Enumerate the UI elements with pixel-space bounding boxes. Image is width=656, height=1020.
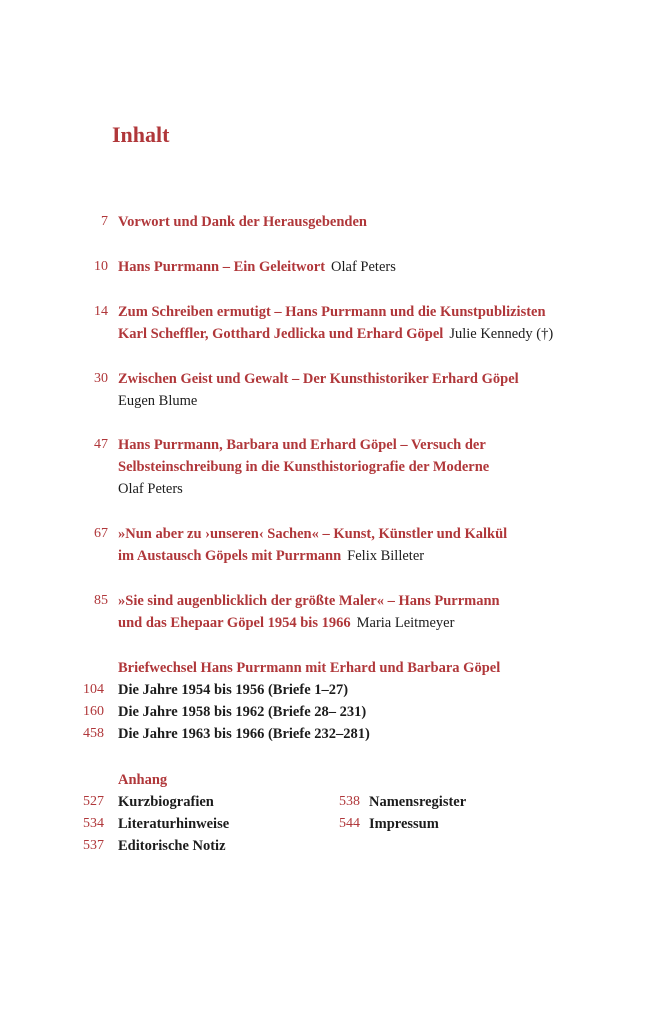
entry-author: Felix Billeter [347, 548, 425, 564]
letters-heading: Briefwechsel Hans Purrmann mit Erhard und Barbara Göpel [118, 660, 501, 676]
entry-author: Maria Leitmeyer [356, 615, 455, 631]
entry-title: Vorwort und Dank der Herausgebenden [118, 214, 367, 230]
appendix-page-number: 534 [83, 816, 104, 831]
entry-author: Olaf Peters [331, 259, 396, 275]
entry-page-number: 7 [101, 214, 108, 229]
entry-page-number: 67 [94, 526, 108, 541]
appendix-item: Editorische Notiz [118, 838, 226, 854]
entry-title-continued: Karl Scheffler, Gotthard Jedlicka und Erhard Göpel [118, 326, 444, 342]
entry-author: Eugen Blume [118, 393, 198, 409]
letters-page-number: 104 [83, 682, 104, 697]
entry-title: Zwischen Geist und Gewalt – Der Kunsthistoriker Erhard Göpel [118, 371, 519, 387]
appendix-item: Impressum [369, 816, 439, 832]
entry-page-number: 30 [94, 371, 108, 386]
entry-title: Hans Purrmann – Ein Geleitwort [118, 259, 326, 275]
page-title: Inhalt [112, 122, 170, 147]
entry-line [118, 545, 424, 567]
entry-line [118, 323, 553, 345]
appendix-heading: Anhang [118, 772, 168, 788]
entry-page-number: 14 [94, 304, 108, 319]
appendix-page-number: 538 [339, 794, 360, 809]
entry-title-continued: im Austausch Göpels mit Purrmann [118, 548, 342, 564]
letters-page-number: 458 [83, 726, 104, 741]
entry-line [118, 612, 454, 634]
appendix-page-number: 527 [83, 794, 104, 809]
appendix-item: Literaturhinweise [118, 816, 230, 832]
entry-title: Hans Purrmann, Barbara und Erhard Göpel – Versuch der [118, 437, 486, 453]
letters-item: Die Jahre 1954 bis 1956 (Briefe 1–27) [118, 682, 349, 698]
letters-item: Die Jahre 1958 bis 1962 (Briefe 28– 231) [118, 704, 367, 720]
entry-page-number: 85 [94, 593, 108, 608]
entry-title: Zum Schreiben ermutigt – Hans Purrmann und die Kunstpublizisten [118, 304, 546, 320]
entry-title: »Nun aber zu ›unseren‹ Sachen« – Kunst, Künstler und Kalkül [118, 526, 508, 542]
appendix-item: Kurzbiografien [118, 794, 214, 810]
letters-item: Die Jahre 1963 bis 1966 (Briefe 232–281) [118, 726, 370, 742]
appendix-page-number: 544 [339, 816, 360, 831]
appendix-item: Namensregister [369, 794, 467, 810]
entry-title: »Sie sind augenblicklich der größte Maler« – Hans Purrmann [118, 593, 500, 609]
appendix-page-number: 537 [83, 838, 104, 853]
letters-page-number: 160 [83, 704, 104, 719]
entry-author: Olaf Peters [118, 481, 183, 497]
entry-page-number: 10 [94, 259, 108, 274]
entry-title-continued: und das Ehepaar Göpel 1954 bis 1966 [118, 615, 351, 631]
entry-title-continued: Selbsteinschreibung in die Kunsthistoriografie der Moderne [118, 459, 490, 475]
entry-page-number: 47 [94, 437, 108, 452]
entry-line [118, 256, 396, 278]
entry-author: Julie Kennedy (†) [449, 326, 554, 342]
